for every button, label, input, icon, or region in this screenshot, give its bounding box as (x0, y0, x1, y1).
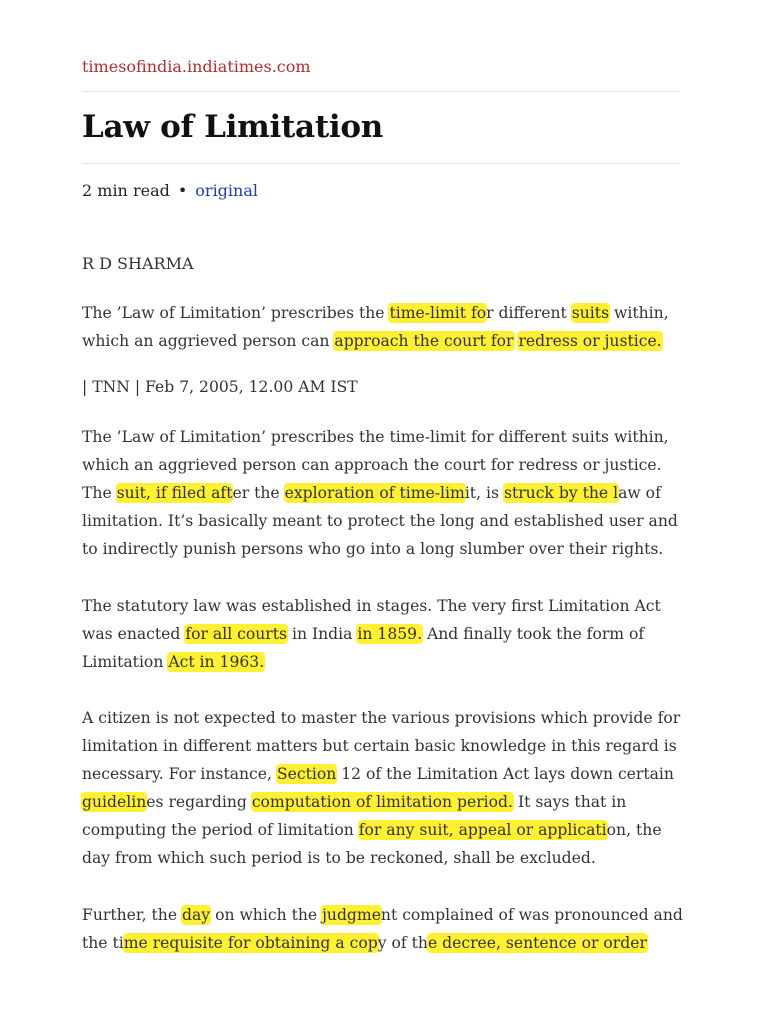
text-line (82, 788, 680, 816)
highlighted-text[interactable]: suits (571, 304, 610, 322)
divider (82, 163, 680, 164)
text-line (82, 901, 683, 929)
highlighted-text[interactable]: Act in 1963. (168, 653, 265, 671)
text-segment: computing the period of limitation (82, 821, 359, 839)
text-line (82, 760, 680, 788)
highlighted-text[interactable]: exploration of time-lim (284, 484, 465, 502)
text-line (82, 648, 680, 676)
text-line (82, 535, 680, 563)
text-segment: which an aggrieved person can (82, 332, 335, 350)
text-segment: A citizen is not expected to master the various provisions which provide for (82, 709, 681, 727)
text-segment: y of th (377, 934, 428, 952)
highlighted-text[interactable]: guidelin (82, 793, 147, 811)
highlighted-text[interactable]: approach the court for (334, 332, 514, 350)
text-line (82, 423, 680, 451)
text-segment: on which the (210, 906, 323, 924)
summary-paragraph (82, 299, 680, 355)
text-segment: It says that in (513, 793, 627, 811)
highlighted-text[interactable]: day (182, 906, 211, 924)
text-line (82, 373, 680, 401)
text-line (82, 732, 680, 760)
highlighted-text[interactable]: Section (276, 765, 337, 783)
body-paragraph (82, 901, 683, 957)
text-line (82, 620, 680, 648)
text-segment: was enacted (82, 625, 186, 643)
text-segment: the ti (82, 934, 124, 952)
text-line (82, 327, 680, 355)
text-line (82, 816, 680, 844)
text-segment: And finally took the form of (422, 625, 645, 643)
author-byline: R D SHARMA (82, 254, 194, 273)
text-line (82, 844, 680, 872)
highlighted-text[interactable]: judgme (322, 906, 381, 924)
text-line (82, 479, 680, 507)
text-segment: The ’Law of Limitation’ prescribes the time-limit for different suits within, (82, 428, 669, 446)
text-segment: which an aggrieved person can approach the court for redress or justice. (82, 456, 662, 474)
source-link[interactable]: timesofindia.indiatimes.com (82, 57, 311, 76)
text-line (82, 929, 680, 957)
text-segment: Limitation (82, 653, 169, 671)
text-line (82, 704, 680, 732)
dateline (82, 373, 680, 401)
text-segment: day from which such period is to be reckoned, shall be excluded. (82, 849, 596, 867)
divider (82, 91, 680, 92)
highlighted-text[interactable]: for any suit, appeal or applicati (358, 821, 607, 839)
body-paragraph (82, 592, 680, 676)
text-line (82, 507, 680, 535)
read-time: 2 min read (82, 181, 170, 200)
text-segment: es regarding (146, 793, 252, 811)
article-meta (82, 179, 258, 203)
text-segment: limitation in different matters but certain basic knowledge in this regard is (82, 737, 677, 755)
text-segment: to indirectly punish persons who go into a long slumber over their rights. (82, 540, 664, 558)
text-segment: The statutory law was established in stages. The very first Limitation Act (82, 597, 661, 615)
text-line (82, 299, 680, 327)
text-segment: 12 of the Limitation Act lays down certain (336, 765, 674, 783)
highlighted-text[interactable]: for all courts (185, 625, 288, 643)
body-paragraph (82, 423, 680, 563)
text-line (82, 592, 680, 620)
article-title: Law of Limitation (82, 109, 383, 145)
text-segment: within, (609, 304, 669, 322)
meta-separator: • (177, 181, 188, 200)
text-line (82, 451, 680, 479)
text-segment: The ’Law of Limitation’ prescribes the (82, 304, 390, 322)
text-segment: necessary. For instance, (82, 765, 277, 783)
text-segment: on, the (606, 821, 662, 839)
text-segment: limitation. It’s basically meant to protect the long and established user and (82, 512, 678, 530)
highlighted-text[interactable]: e decree, sentence or order (427, 934, 647, 952)
text-segment: The (82, 484, 117, 502)
text-segment: nt complained of was pronounced and (380, 906, 683, 924)
highlighted-text[interactable]: struck by the l (503, 484, 619, 502)
body-paragraph (82, 704, 680, 872)
text-segment: aw of (618, 484, 661, 502)
original-link[interactable]: original (195, 181, 258, 200)
highlighted-text[interactable]: me requisite for obtaining a cop (123, 934, 378, 952)
highlighted-text[interactable]: redress or justice. (518, 332, 662, 350)
highlighted-text[interactable]: computation of limitation period. (251, 793, 514, 811)
highlighted-text[interactable]: in 1859. (357, 625, 423, 643)
text-segment: Further, the (82, 906, 183, 924)
text-segment: in India (287, 625, 358, 643)
text-segment: | TNN | Feb 7, 2005, 12.00 AM IST (82, 378, 358, 396)
text-segment: it, is (464, 484, 504, 502)
text-segment: er the (232, 484, 285, 502)
highlighted-text[interactable]: suit, if filed aft (116, 484, 233, 502)
text-segment: r different (486, 304, 572, 322)
highlighted-text[interactable]: time-limit fo (389, 304, 487, 322)
